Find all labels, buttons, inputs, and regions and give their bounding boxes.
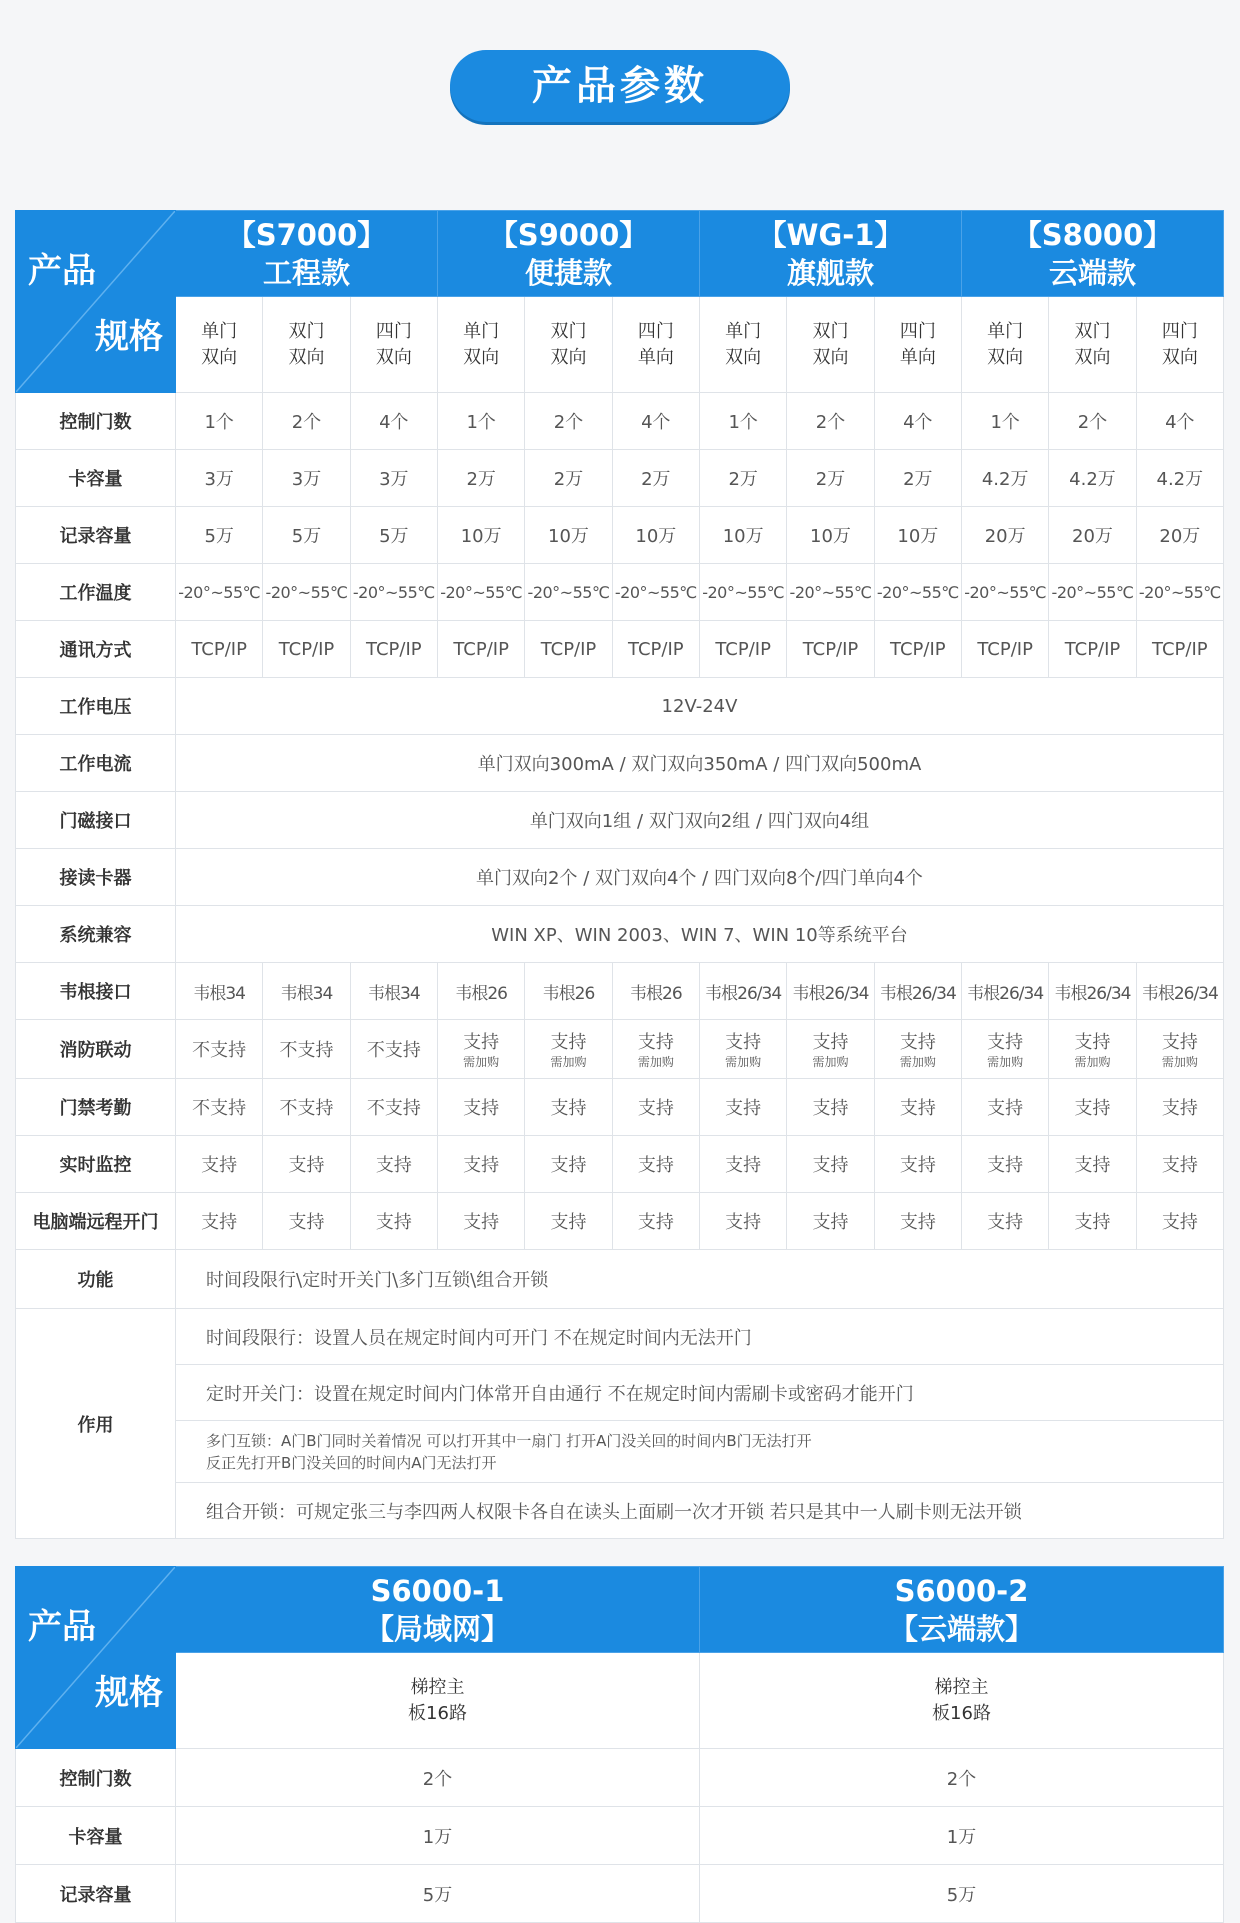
- cell-comm: TCP/IP: [263, 621, 350, 678]
- variant-cell: [962, 297, 1049, 393]
- cell-monitor: 支持: [787, 1136, 874, 1193]
- cell-wiegand: 韦根26/34: [1136, 963, 1223, 1020]
- variant-cell: [700, 297, 787, 393]
- variant-door: 双门: [812, 320, 849, 342]
- fire-support: 不支持: [192, 1040, 247, 1061]
- row-function: [16, 1250, 1224, 1309]
- variant-direction: 双向: [987, 346, 1024, 368]
- usage-line: 反正先打开B门没关回的时间内A门无法打开: [206, 1453, 497, 1472]
- cell-reader: 单门双向2个 / 双门双向4个 / 四门双向8个/四门单向4个: [176, 849, 1224, 906]
- cell-magnet: 单门双向1组 / 双门双向2组 / 四门双向4组: [176, 792, 1224, 849]
- row-label: 消防联动: [16, 1020, 176, 1079]
- cell-doors: 2个: [1049, 393, 1136, 450]
- cell-wiegand: 韦根26: [612, 963, 699, 1020]
- cell-fire: [874, 1020, 961, 1079]
- cell-temp: -20°~55℃: [263, 564, 350, 621]
- variant-cell: [350, 297, 437, 393]
- cell-monitor: 支持: [176, 1136, 263, 1193]
- cell-attendance: 支持: [612, 1079, 699, 1136]
- corner-label-product: 产品: [28, 1607, 96, 1647]
- model-name: 云端款: [1048, 255, 1136, 290]
- cell-cards: 2万: [874, 450, 961, 507]
- variant-direction: 双向: [375, 346, 412, 368]
- cell-temp: -20°~55℃: [525, 564, 612, 621]
- cell-doors: 1个: [438, 393, 525, 450]
- row-attendance: [16, 1079, 1224, 1136]
- variant-door: 单门: [987, 320, 1024, 342]
- row-label: 作用: [16, 1309, 176, 1539]
- cell-comm: TCP/IP: [612, 621, 699, 678]
- row-label: 工作电压: [16, 678, 176, 735]
- model-name: 【云端款】: [888, 1611, 1034, 1646]
- cell-records: 5万: [700, 1865, 1224, 1923]
- row-usage: [16, 1421, 1224, 1483]
- row-records: [16, 1865, 1224, 1923]
- cell-doors: 1个: [700, 393, 787, 450]
- variant-row: [16, 1653, 1224, 1749]
- cell-remote: 支持: [350, 1193, 437, 1250]
- cell-comm: TCP/IP: [176, 621, 263, 678]
- variant-door: 单门: [201, 320, 238, 342]
- fire-note: 需加购: [725, 1055, 762, 1069]
- row-label: 韦根接口: [16, 963, 176, 1020]
- cell-records: 10万: [874, 507, 961, 564]
- model-header-row: [16, 211, 1224, 297]
- variant-door: 双门: [1074, 320, 1111, 342]
- row-remote: [16, 1193, 1224, 1250]
- cell-fire: [787, 1020, 874, 1079]
- fire-support: 支持: [1161, 1032, 1198, 1053]
- row-label: 系统兼容: [16, 906, 176, 963]
- model-header: [176, 1567, 700, 1653]
- corner-label-spec: 规格: [95, 1673, 163, 1713]
- row-usage: [16, 1483, 1224, 1539]
- row-temp: [16, 564, 1224, 621]
- cell-remote: 支持: [1136, 1193, 1223, 1250]
- fire-note: 需加购: [987, 1055, 1024, 1069]
- cell-monitor: 支持: [438, 1136, 525, 1193]
- cell-attendance: 支持: [1049, 1079, 1136, 1136]
- cell-fire: [525, 1020, 612, 1079]
- variant-door: 单门: [725, 320, 762, 342]
- cell-wiegand: 韦根26: [525, 963, 612, 1020]
- row-fire: [16, 1020, 1224, 1079]
- usage-line: 多门互锁：A门B门同时关着情况 可以打开其中一扇门 打开A门没关回的时间内B门无法打开: [206, 1431, 812, 1450]
- variant-direction: 双向: [1161, 346, 1198, 368]
- variant-direction: 双向: [288, 346, 325, 368]
- cell-monitor: 支持: [1136, 1136, 1223, 1193]
- cell-monitor: 支持: [962, 1136, 1049, 1193]
- row-label: 工作温度: [16, 564, 176, 621]
- spec-corner: [16, 1567, 176, 1749]
- cell-fire: [438, 1020, 525, 1079]
- usage-item: 组合开锁：可规定张三与李四两人权限卡各自在读头上面刷一次才开锁 若只是其中一人刷卡则无法开锁: [176, 1483, 1224, 1539]
- cell-remote: 支持: [962, 1193, 1049, 1250]
- cell-fire: [612, 1020, 699, 1079]
- spec-corner: [16, 211, 176, 393]
- row-label: 卡容量: [16, 1807, 176, 1865]
- cell-fire: [176, 1020, 263, 1079]
- cell-cards: 2万: [438, 450, 525, 507]
- variant-line: 板16路: [408, 1702, 467, 1724]
- model-code: 【S7000】: [226, 217, 387, 252]
- row-label: 门磁接口: [16, 792, 176, 849]
- cell-attendance: 不支持: [350, 1079, 437, 1136]
- cell-attendance: 支持: [787, 1079, 874, 1136]
- cell-comm: TCP/IP: [1049, 621, 1136, 678]
- cell-records: 10万: [525, 507, 612, 564]
- cell-comm: TCP/IP: [874, 621, 961, 678]
- row-label: 记录容量: [16, 1865, 176, 1923]
- cell-fire: [700, 1020, 787, 1079]
- cell-attendance: 支持: [438, 1079, 525, 1136]
- row-label: 电脑端远程开门: [16, 1193, 176, 1250]
- cell-doors: 4个: [874, 393, 961, 450]
- cell-comm: TCP/IP: [787, 621, 874, 678]
- cell-doors: 4个: [1136, 393, 1223, 450]
- cell-cards: 2万: [612, 450, 699, 507]
- cell-temp: -20°~55℃: [700, 564, 787, 621]
- cell-remote: 支持: [525, 1193, 612, 1250]
- cell-cards: 4.2万: [1049, 450, 1136, 507]
- variant-door: 四门: [637, 320, 674, 342]
- cell-temp: -20°~55℃: [612, 564, 699, 621]
- model-name: 旗舰款: [786, 255, 874, 290]
- cell-records: 20万: [962, 507, 1049, 564]
- row-label: 门禁考勤: [16, 1079, 176, 1136]
- cell-remote: 支持: [700, 1193, 787, 1250]
- row-wiegand: [16, 963, 1224, 1020]
- cell-comm: TCP/IP: [350, 621, 437, 678]
- variant-door: 四门: [899, 320, 936, 342]
- fire-support: 支持: [463, 1032, 500, 1053]
- model-code: 【WG-1】: [757, 217, 904, 252]
- variant-cell: [176, 1653, 700, 1749]
- cell-temp: -20°~55℃: [1049, 564, 1136, 621]
- row-cards: [16, 450, 1224, 507]
- variant-door: 双门: [550, 320, 587, 342]
- cell-fire: [1136, 1020, 1223, 1079]
- variant-cell: [438, 297, 525, 393]
- cell-remote: 支持: [263, 1193, 350, 1250]
- cell-doors: 1个: [176, 393, 263, 450]
- model-name: 便捷款: [524, 255, 612, 290]
- model-header: [700, 211, 962, 297]
- model-header-row: [16, 1567, 1224, 1653]
- cell-fire: [263, 1020, 350, 1079]
- cell-monitor: 支持: [263, 1136, 350, 1193]
- cell-temp: -20°~55℃: [874, 564, 961, 621]
- cell-doors: 2个: [700, 1749, 1224, 1807]
- row-os: [16, 906, 1224, 963]
- variant-cell: [612, 297, 699, 393]
- cell-wiegand: 韦根26/34: [874, 963, 961, 1020]
- cell-attendance: 不支持: [176, 1079, 263, 1136]
- fire-support: 不支持: [279, 1040, 334, 1061]
- row-label: 功能: [16, 1250, 176, 1309]
- model-header: [962, 211, 1224, 297]
- cell-cards: 3万: [350, 450, 437, 507]
- variant-door: 单门: [463, 320, 500, 342]
- cell-records: 20万: [1049, 507, 1136, 564]
- cell-wiegand: 韦根26/34: [1049, 963, 1136, 1020]
- cell-temp: -20°~55℃: [176, 564, 263, 621]
- cell-wiegand: 韦根26/34: [962, 963, 1049, 1020]
- cell-doors: 4个: [350, 393, 437, 450]
- cell-cards: 3万: [176, 450, 263, 507]
- row-label: 卡容量: [16, 450, 176, 507]
- cell-monitor: 支持: [1049, 1136, 1136, 1193]
- cell-fire: [962, 1020, 1049, 1079]
- corner-label-product: 产品: [28, 251, 96, 291]
- cell-attendance: 支持: [1136, 1079, 1223, 1136]
- row-label: 记录容量: [16, 507, 176, 564]
- cell-attendance: 不支持: [263, 1079, 350, 1136]
- fire-support: 支持: [725, 1032, 762, 1053]
- cell-attendance: 支持: [874, 1079, 961, 1136]
- variant-cell: [525, 297, 612, 393]
- row-cards: [16, 1807, 1224, 1865]
- model-header: [438, 211, 700, 297]
- row-label: 控制门数: [16, 393, 176, 450]
- fire-note: 需加购: [1074, 1055, 1111, 1069]
- spec-table-main: [15, 210, 1224, 1539]
- cell-remote: 支持: [787, 1193, 874, 1250]
- cell-cards: 2万: [525, 450, 612, 507]
- cell-temp: -20°~55℃: [1136, 564, 1223, 621]
- cell-attendance: 支持: [700, 1079, 787, 1136]
- cell-fire: [350, 1020, 437, 1079]
- variant-direction: 双向: [725, 346, 762, 368]
- variant-cell: [787, 297, 874, 393]
- cell-os: WIN XP、WIN 2003、WIN 7、WIN 10等系统平台: [176, 906, 1224, 963]
- cell-wiegand: 韦根34: [350, 963, 437, 1020]
- fire-support: 支持: [550, 1032, 587, 1053]
- cell-remote: 支持: [1049, 1193, 1136, 1250]
- cell-monitor: 支持: [525, 1136, 612, 1193]
- model-header: [176, 211, 438, 297]
- cell-current: 单门双向300mA / 双门双向350mA / 四门双向500mA: [176, 735, 1224, 792]
- row-voltage: [16, 678, 1224, 735]
- cell-monitor: 支持: [612, 1136, 699, 1193]
- cell-comm: TCP/IP: [438, 621, 525, 678]
- cell-monitor: 支持: [700, 1136, 787, 1193]
- cell-wiegand: 韦根34: [263, 963, 350, 1020]
- cell-records: 5万: [350, 507, 437, 564]
- fire-support: 支持: [987, 1032, 1024, 1053]
- cell-records: 10万: [438, 507, 525, 564]
- variant-direction: 双向: [201, 346, 238, 368]
- cell-comm: TCP/IP: [700, 621, 787, 678]
- fire-support: 支持: [899, 1032, 936, 1053]
- cell-doors: 2个: [787, 393, 874, 450]
- row-label: 实时监控: [16, 1136, 176, 1193]
- cell-doors: 2个: [525, 393, 612, 450]
- variant-line: 梯控主: [410, 1676, 465, 1698]
- variant-line: 板16路: [932, 1702, 991, 1724]
- row-label: 控制门数: [16, 1749, 176, 1807]
- variant-cell: [700, 1653, 1224, 1749]
- cell-records: 20万: [1136, 507, 1223, 564]
- cell-wiegand: 韦根34: [176, 963, 263, 1020]
- row-label: 接读卡器: [16, 849, 176, 906]
- variant-cell: [1049, 297, 1136, 393]
- variant-door: 双门: [288, 320, 325, 342]
- variant-direction: 双向: [812, 346, 849, 368]
- cell-wiegand: 韦根26: [438, 963, 525, 1020]
- cell-cards: 1万: [700, 1807, 1224, 1865]
- fire-note: 需加购: [463, 1055, 500, 1069]
- model-code: S6000-2: [894, 1573, 1029, 1608]
- row-reader: [16, 849, 1224, 906]
- variant-cell: [1136, 297, 1223, 393]
- cell-cards: 1万: [176, 1807, 700, 1865]
- row-usage: [16, 1365, 1224, 1421]
- model-code: 【S8000】: [1012, 217, 1173, 252]
- fire-note: 需加购: [637, 1055, 674, 1069]
- cell-remote: 支持: [874, 1193, 961, 1250]
- cell-comm: TCP/IP: [962, 621, 1049, 678]
- cell-temp: -20°~55℃: [787, 564, 874, 621]
- cell-wiegand: 韦根26/34: [700, 963, 787, 1020]
- cell-function: 时间段限行\定时开关门\多门互锁\组合开锁: [176, 1250, 1224, 1309]
- cell-cards: 2万: [787, 450, 874, 507]
- cell-remote: 支持: [612, 1193, 699, 1250]
- cell-records: 10万: [787, 507, 874, 564]
- fire-support: 支持: [812, 1032, 849, 1053]
- cell-attendance: 支持: [525, 1079, 612, 1136]
- cell-temp: -20°~55℃: [962, 564, 1049, 621]
- cell-wiegand: 韦根26/34: [787, 963, 874, 1020]
- title-wrap: [0, 50, 1240, 122]
- model-code: S6000-1: [370, 1573, 505, 1608]
- row-comm: [16, 621, 1224, 678]
- cell-temp: -20°~55℃: [350, 564, 437, 621]
- variant-line: 梯控主: [934, 1676, 989, 1698]
- row-doors: [16, 1749, 1224, 1807]
- cell-records: 10万: [700, 507, 787, 564]
- cell-attendance: 支持: [962, 1079, 1049, 1136]
- spec-table-elevator: [15, 1566, 1224, 1923]
- cell-monitor: 支持: [350, 1136, 437, 1193]
- cell-records: 5万: [176, 507, 263, 564]
- cell-temp: -20°~55℃: [438, 564, 525, 621]
- variant-row: [16, 297, 1224, 393]
- cell-doors: 4个: [612, 393, 699, 450]
- variant-direction: 双向: [1074, 346, 1111, 368]
- fire-support: 不支持: [366, 1040, 421, 1061]
- cell-comm: TCP/IP: [1136, 621, 1223, 678]
- cell-cards: 2万: [700, 450, 787, 507]
- fire-support: 支持: [637, 1032, 674, 1053]
- variant-direction: 双向: [463, 346, 500, 368]
- row-label: 工作电流: [16, 735, 176, 792]
- cell-records: 5万: [263, 507, 350, 564]
- cell-records: 10万: [612, 507, 699, 564]
- cell-doors: 1个: [962, 393, 1049, 450]
- row-magnet: [16, 792, 1224, 849]
- usage-item: 定时开关门：设置在规定时间内门体常开自由通行 不在规定时间内需刷卡或密码才能开门: [176, 1365, 1224, 1421]
- cell-comm: TCP/IP: [525, 621, 612, 678]
- variant-cell: [263, 297, 350, 393]
- variant-cell: [176, 297, 263, 393]
- cell-monitor: 支持: [874, 1136, 961, 1193]
- model-code: 【S9000】: [488, 217, 649, 252]
- cell-cards: 4.2万: [962, 450, 1049, 507]
- cell-remote: 支持: [438, 1193, 525, 1250]
- corner-diagonal: [16, 1567, 175, 1748]
- variant-direction: 单向: [899, 346, 936, 368]
- cell-cards: 3万: [263, 450, 350, 507]
- fire-note: 需加购: [899, 1055, 936, 1069]
- cell-voltage: 12V-24V: [176, 678, 1224, 735]
- model-name: 【局域网】: [364, 1611, 510, 1646]
- fire-note: 需加购: [812, 1055, 849, 1069]
- variant-cell: [874, 297, 961, 393]
- usage-item: 时间段限行：设置人员在规定时间内可开门 不在规定时间内无法开门: [176, 1309, 1224, 1365]
- fire-support: 支持: [1074, 1032, 1111, 1053]
- row-records: [16, 507, 1224, 564]
- corner-label-spec: 规格: [95, 317, 163, 357]
- variant-direction: 单向: [637, 346, 674, 368]
- model-name: 工程款: [262, 255, 350, 290]
- variant-direction: 双向: [550, 346, 587, 368]
- cell-doors: 2个: [263, 393, 350, 450]
- row-monitor: [16, 1136, 1224, 1193]
- usage-item: [176, 1421, 1224, 1483]
- cell-fire: [1049, 1020, 1136, 1079]
- row-label: 通讯方式: [16, 621, 176, 678]
- model-header: [700, 1567, 1224, 1653]
- fire-note: 需加购: [1161, 1055, 1198, 1069]
- page-title: 产品参数: [450, 50, 790, 122]
- cell-remote: 支持: [176, 1193, 263, 1250]
- cell-cards: 4.2万: [1136, 450, 1223, 507]
- row-current: [16, 735, 1224, 792]
- variant-door: 四门: [1161, 320, 1198, 342]
- fire-note: 需加购: [550, 1055, 587, 1069]
- variant-door: 四门: [375, 320, 412, 342]
- corner-diagonal: [16, 211, 175, 392]
- cell-records: 5万: [176, 1865, 700, 1923]
- row-usage: [16, 1309, 1224, 1365]
- row-doors: [16, 393, 1224, 450]
- cell-doors: 2个: [176, 1749, 700, 1807]
